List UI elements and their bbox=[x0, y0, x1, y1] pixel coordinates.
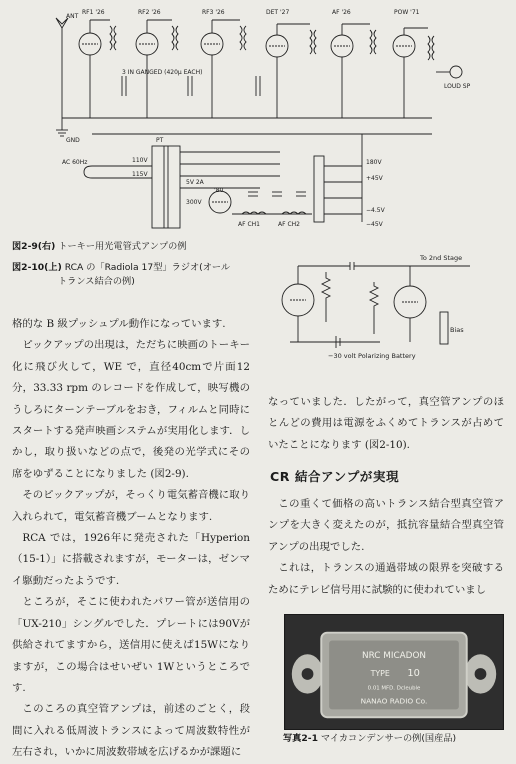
photo-brand: NRC MICADON bbox=[361, 651, 427, 662]
tube-label-af: AF '26 bbox=[332, 9, 351, 16]
v5-label: 5V 2A bbox=[186, 179, 204, 186]
paragraph: 格的な B 級プッシュプル動作になっています. bbox=[12, 318, 226, 330]
photo-cap-value: 0.01 MFD. Dcleuble bbox=[367, 685, 421, 692]
paragraph: この重くて価格の高いトランス結合型真空管アンプを大きく変えたのが，抵抗容量結合型真空管アンプの出現でした. bbox=[268, 498, 504, 553]
right-text-bottom bbox=[268, 494, 504, 601]
paragraph: RCA では，1926年に発売された「Hyperion（15-1）」に搭載されますが，モーターは，ゼンマイ駆動だったようです. bbox=[12, 532, 250, 587]
section-heading: CR 結合アンプが実現 bbox=[270, 469, 400, 484]
radiola-17-schematic bbox=[52, 6, 500, 232]
caption-text: マイカコンデンサーの例(国産品) bbox=[320, 733, 457, 744]
paragraph: ところが，そこに使われたパワー管が送信用の「UX-210」シングルでした．プレートには90Vが供給されてますから，送信用に使えば15Wになりますが，この場合はせいぜい 1Wというところです. bbox=[12, 596, 250, 694]
ac-label: AC 60Hz bbox=[62, 159, 88, 166]
tube-label-rf3: RF3 '26 bbox=[202, 9, 225, 16]
caption-text-line1: RCA の「Radiola 17型」ラジオ(オール bbox=[64, 262, 231, 273]
afch1-label: AF CH1 bbox=[238, 221, 260, 228]
photo-maker: NANAO RADIO Co. bbox=[360, 696, 428, 706]
neg2-label: −45V bbox=[366, 221, 383, 228]
tube-label-det: DET '27 bbox=[266, 9, 290, 16]
v115-label: 115V bbox=[132, 171, 148, 178]
neg-label: −4.5V bbox=[366, 207, 385, 214]
photo-caption-2-1 bbox=[283, 732, 508, 746]
gnd-label: GND bbox=[66, 137, 80, 144]
right-text-top bbox=[268, 392, 504, 456]
left-text-column bbox=[12, 314, 250, 764]
v300-label: 300V bbox=[186, 199, 202, 206]
caption-label: 図2-9(右) bbox=[12, 241, 56, 252]
battery-label: −30 volt Polarizing Battery bbox=[328, 352, 416, 360]
figure-caption-2-9 bbox=[12, 240, 262, 254]
tube-label-rf2: RF2 '26 bbox=[138, 9, 161, 16]
loud-sp-label: LOUD SP bbox=[444, 83, 471, 90]
paragraph: これは，トランスの通過帯域の限界を突破するためにテレビ信号用に試験的に使われていまし bbox=[268, 562, 504, 596]
figure-caption-2-10 bbox=[12, 261, 267, 289]
photo-type-label: TYPE bbox=[370, 668, 390, 678]
v45-label: +45V bbox=[366, 175, 383, 182]
v180-label: 180V bbox=[366, 159, 382, 166]
tube-label-rf1: RF1 '26 bbox=[82, 9, 105, 16]
caption-label: 図2-10(上) bbox=[12, 262, 62, 273]
pt-label: PT bbox=[156, 137, 164, 144]
caption-text: トーキー用光電管式アンプの例 bbox=[58, 241, 187, 252]
caption-label: 写真2-1 bbox=[283, 733, 318, 744]
paragraph: なっていました．したがって，真空管アンプのほとんどの費用は電源をふくめてトランスが占めていたことになります (図2-10). bbox=[268, 396, 504, 451]
to-stage-label: To 2nd Stage bbox=[420, 254, 463, 262]
rect-label: '80 bbox=[214, 187, 224, 194]
afch2-label: AF CH2 bbox=[278, 221, 300, 228]
photo-type-value: 10 bbox=[407, 667, 420, 679]
tube-label-pow: POW '71 bbox=[394, 9, 420, 16]
bias-label: Bias bbox=[450, 326, 464, 334]
ant-label: ANT bbox=[66, 13, 79, 20]
paragraph: このころの真空管アンプは，前述のごとく，段間に入れる低周波トランスによって周波数特性が左右され，いかに周波数帯域を広げるかが課題に bbox=[12, 703, 250, 759]
paragraph: そのピックアップが，そっくり電気蓄音機に取り入れられて，電気蓄音機ブームとなります. bbox=[12, 489, 250, 523]
cr-coupling-schematic bbox=[270, 252, 498, 370]
mica-capacitor-photo bbox=[284, 614, 504, 730]
paragraph: ピックアップの出現は，ただちに映画のトーキー化に飛び火して，WE で，直径40cmで片面12分，33.33 rpm のレコードを作成して，映写機のうしろにターンテーブルをおき，フィルムと同時にスタートする発声映画システムが実用化します．しかし，取り扱いなどの点で，後発の光学式にその席をゆずることになりました (図2-9). bbox=[12, 339, 250, 480]
v110-label: 110V bbox=[132, 157, 148, 164]
caption-text-line2: トランス結合の例) bbox=[58, 276, 135, 287]
gang-label: 3 IN GANGED (420μ EACH) bbox=[122, 69, 203, 76]
